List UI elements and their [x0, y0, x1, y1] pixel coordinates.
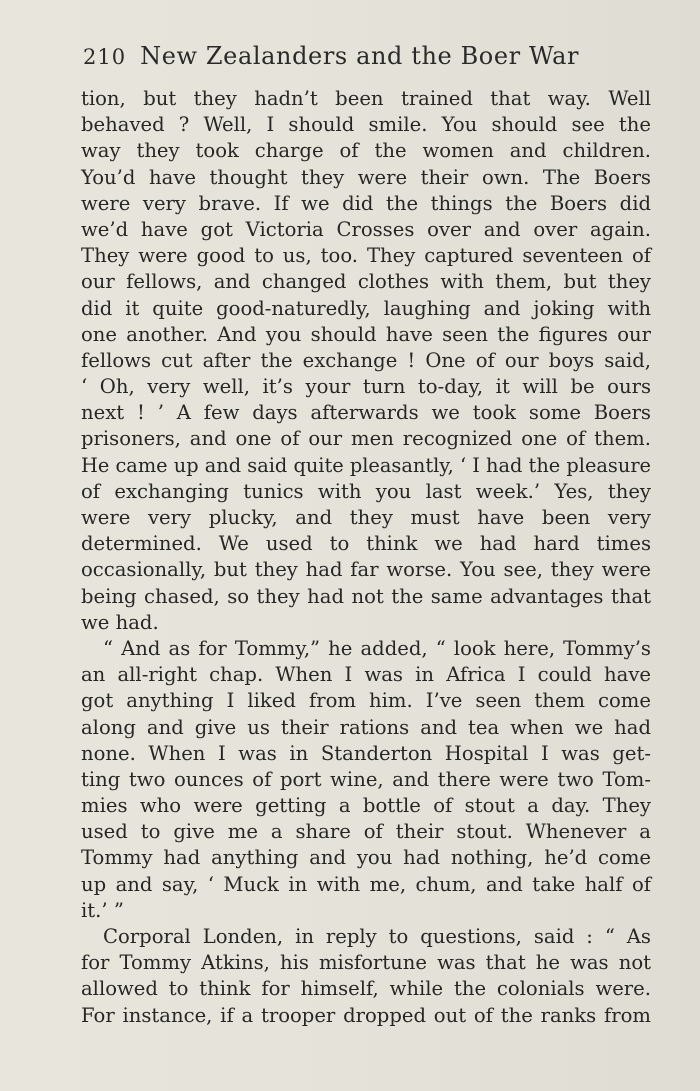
body-text: [81, 86, 651, 1029]
running-header: [83, 42, 623, 70]
text-line: got anything I liked from him. I’ve seen them come: [81, 689, 651, 713]
text-line: did it quite good-naturedly, laughing and joking with: [81, 296, 651, 320]
text-line: allowed to think for himself, while the colonials were.: [81, 977, 651, 1001]
text-line: for Tommy Atkins, his misfortune was that he was not: [81, 951, 651, 975]
text-line: one another. And you should have seen the figures our: [81, 322, 651, 346]
text-line: were very plucky, and they must have been very: [81, 506, 651, 529]
text-line: it.’ ”: [81, 898, 124, 922]
text-line: along and give us their rations and tea when we had: [81, 715, 651, 739]
text-line: occasionally, but they had far worse. You see, they were: [81, 558, 651, 582]
text-line: For instance, if a trooper dropped out of the ranks from: [81, 1003, 651, 1027]
text-line: tion, but they hadn’t been trained that way. Well: [81, 87, 651, 110]
text-line: mies who were getting a bottle of stout a day. They: [81, 794, 651, 818]
running-title: New Zealanders and the Boer War: [140, 42, 580, 70]
text-line: fellows cut after the exchange ! One of our boys said,: [81, 348, 651, 372]
text-line: were very brave. If we did the things the Boers did: [81, 191, 651, 215]
text-line: ‘ Oh, very well, it’s your turn to-day, it will be ours: [81, 375, 651, 399]
text-line: used to give me a share of their stout. Whenever a: [81, 820, 651, 844]
text-line: prisoners, and one of our men recognized one of them.: [81, 427, 651, 451]
text-line: of exchanging tunics with you last week.’ Yes, they: [81, 479, 651, 503]
text-line: an all-right chap. When I was in Africa I could have: [81, 663, 651, 687]
text-line: They were good to us, too. They captured seventeen of: [81, 244, 651, 268]
text-line: “ And as for Tommy,” he added, “ look here, Tommy’s: [103, 636, 651, 660]
text-line: way they took charge of the women and children.: [81, 139, 651, 163]
text-line: none. When I was in Standerton Hospital I was get-: [81, 741, 651, 765]
text-line: we’d have got Victoria Crosses over and over again.: [81, 217, 651, 241]
page-number: 210: [83, 45, 127, 69]
text-line: He came up and said quite pleasantly, ‘ I had the pleasure: [81, 453, 652, 477]
text-line: determined. We used to think we had hard times: [81, 532, 651, 556]
text-line: ting two ounces of port wine, and there were two Tom-: [81, 767, 651, 791]
text-line: up and say, ‘ Muck in with me, chum, and take half of: [81, 872, 651, 896]
text-line: being chased, so they had not the same advantages that: [81, 584, 651, 608]
text-line: Tommy had anything and you had nothing, he’d come: [81, 846, 651, 870]
text-line: behaved ? Well, I should smile. You should see the: [81, 113, 651, 137]
text-line: next ! ’ A few days afterwards we took some Boers: [81, 401, 651, 425]
text-line: You’d have thought they were their own. The Boers: [81, 165, 651, 189]
text-line: we had.: [81, 610, 159, 634]
text-line: our fellows, and changed clothes with them, but they: [81, 270, 651, 294]
text-line: Corporal Londen, in reply to questions, said : “ As: [103, 925, 651, 948]
